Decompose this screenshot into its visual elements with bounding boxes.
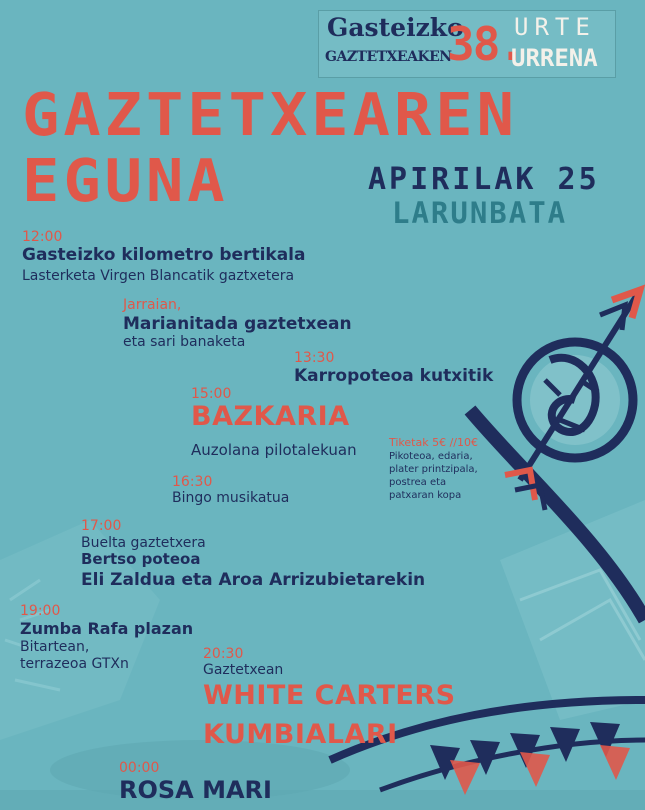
event-time-2030: 20:30 <box>203 646 244 662</box>
logo-word-gasteizko: Gasteizko <box>327 13 464 42</box>
event-title-zumba: Zumba Rafa plazan <box>20 619 194 638</box>
event-time-1200: 12:00 <box>22 229 63 245</box>
event-time-1500: 15:00 <box>191 386 232 402</box>
event-sub-lasterketa: Lasterketa Virgen Blancatik gaztxetera <box>22 268 295 284</box>
event-sub-auzolana: Auzolana pilotalekuan <box>191 441 357 459</box>
event-title-white-carters: WHITE CARTERS <box>203 680 456 711</box>
logo-word-gaztetxeaken: GAZTETXEAKEN <box>325 49 452 65</box>
logo-urrena: URRENA <box>511 44 598 72</box>
event-title-kumbialari: KUMBIALARI <box>203 719 398 750</box>
ticket-price: Tiketak 5€ //10€ <box>389 436 479 449</box>
event-time-1630: 16:30 <box>172 474 213 490</box>
event-title-kilometro: Gasteizko kilometro bertikala <box>22 245 306 265</box>
event-sub-terrazeoa: terrazeoa GTXn <box>20 656 129 672</box>
main-title-line1: GAZTETXEAREN <box>22 79 518 150</box>
event-time-1900: 19:00 <box>20 603 61 619</box>
event-time-1700: 17:00 <box>81 518 122 534</box>
event-pre-buelta: Buelta gaztetxera <box>81 535 206 551</box>
event-sub-sari-banaketa: eta sari banaketa <box>123 334 246 350</box>
event-title-rosa-mari: ROSA MARI <box>119 776 272 804</box>
event-pre-gaztetxean: Gaztetxean <box>203 662 284 678</box>
event-sub-eli-zaldua: Eli Zaldua eta Aroa Arrizubietarekin <box>81 570 426 590</box>
ticket-line-1: Pikoteoa, edaria, <box>389 451 473 462</box>
event-title-bertso: Bertso poteoa <box>81 550 201 568</box>
ticket-line-4: patxaran kopa <box>389 490 462 501</box>
event-title-marianitada: Marianitada gaztetxean <box>123 314 352 334</box>
main-title-line2: EGUNA <box>22 145 229 216</box>
logo-number: 38. <box>447 17 525 71</box>
event-time-0000: 00:00 <box>119 760 160 776</box>
event-title-bingo: Bingo musikatua <box>172 490 290 506</box>
weekday-text: LARUNBATA <box>392 196 568 230</box>
date-text: APIRILAK 25 <box>368 162 600 197</box>
logo-urte: URTE <box>514 13 596 41</box>
anniversary-logo <box>318 10 616 78</box>
ticket-line-3: postrea eta <box>389 477 447 488</box>
event-title-bazkaria: BAZKARIA <box>191 401 350 432</box>
event-time-1330: 13:30 <box>294 350 335 366</box>
event-time-jarraian: Jarraian, <box>123 297 182 313</box>
event-title-karropoteoa: Karropoteoa kutxitik <box>294 366 494 386</box>
event-sub-bitartean: Bitartean, <box>20 639 90 655</box>
ticket-line-2: plater printzipala, <box>389 464 478 475</box>
